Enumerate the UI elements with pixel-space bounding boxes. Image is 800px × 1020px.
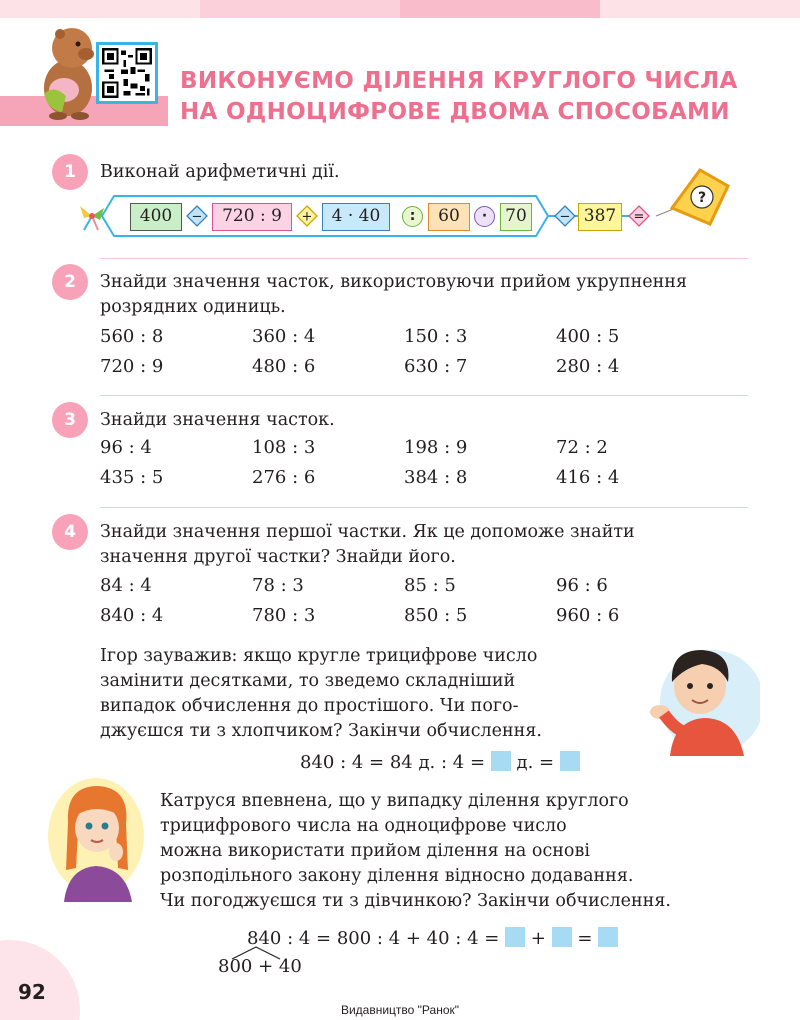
expression-grid (100, 433, 708, 493)
section-divider (100, 507, 748, 508)
task-number-badge: 4 (52, 514, 88, 550)
chain-value: 400 (130, 203, 182, 231)
paragraph-line: Катруся впевнена, що у випадку ділення круглого (160, 791, 629, 811)
equation-text: 840 : 4 = 84 д. : 4 = (300, 752, 491, 773)
expression-grid (100, 571, 708, 631)
answer-blank[interactable] (505, 927, 525, 947)
task-number-badge: 3 (52, 402, 88, 438)
task-text (100, 520, 635, 570)
equation-text: 840 : 4 = 800 : 4 + 40 : 4 = (247, 928, 506, 949)
expression: 360 : 4 (252, 326, 316, 347)
expression: 96 : 6 (556, 575, 608, 596)
expression: 72 : 2 (556, 437, 608, 458)
chain-value: 387 (578, 203, 622, 231)
expression: 560 : 8 (100, 326, 164, 347)
operation-chain (78, 186, 758, 246)
expression: 400 : 5 (556, 326, 620, 347)
svg-text:+: + (301, 209, 313, 225)
expression: 850 : 5 (404, 605, 468, 626)
expression: 840 : 4 (100, 605, 164, 626)
grid-row (100, 463, 708, 493)
divide-operator: : (402, 206, 423, 227)
grid-row (100, 322, 708, 352)
grid-row (100, 352, 708, 382)
expression-grid (100, 322, 708, 382)
title-line: НА ОДНОЦИФРОВЕ ДВОМА СПОСОБАМИ (180, 99, 730, 125)
expression: 78 : 3 (252, 575, 304, 596)
expression: 198 : 9 (404, 437, 468, 458)
katrusia-equation (247, 926, 618, 952)
expression: 85 : 5 (404, 575, 456, 596)
top-bar-segment (200, 0, 400, 18)
expression: 435 : 5 (100, 467, 164, 488)
expression: 84 : 4 (100, 575, 152, 596)
task-number-badge: 2 (52, 264, 88, 300)
multiply-operator: · (474, 206, 495, 227)
paragraph-line: джуєшся ти з хлопчиком? Закінчи обчислення. (100, 721, 542, 741)
page-title (180, 66, 738, 128)
expression: 96 : 4 (100, 437, 152, 458)
top-bar-segment (0, 0, 200, 18)
grid-row (100, 571, 708, 601)
svg-text:−: − (191, 209, 203, 225)
svg-text:=: = (633, 209, 645, 225)
section-divider (100, 258, 748, 259)
equation-text: д. = (510, 752, 560, 773)
equals-operator (628, 205, 650, 227)
expression: 384 : 8 (404, 467, 468, 488)
task-line: Знайди значення першої частки. Як це допоможе знайти (100, 522, 635, 542)
expression: 960 : 6 (556, 605, 620, 626)
answer-blank[interactable] (560, 751, 580, 771)
paragraph-line: випадок обчислення до простішого. Чи пого- (100, 696, 519, 716)
expression: 720 : 9 (100, 356, 164, 377)
minus-operator (186, 205, 208, 227)
svg-text:−: − (559, 209, 571, 225)
top-bar-segment (400, 0, 600, 18)
top-color-bar (0, 0, 800, 18)
expression: 416 : 4 (556, 467, 620, 488)
task-text: Виконай арифметичні дії. (100, 162, 340, 182)
grid-row (100, 433, 708, 463)
equation-text: = (571, 928, 599, 949)
paragraph-line: Чи погоджуєшся ти з дівчинкою? Закінчи обчислення. (160, 891, 671, 911)
chain-value: 70 (500, 203, 532, 231)
svg-text:?: ? (697, 190, 707, 206)
task-text (100, 270, 687, 320)
expression: 780 : 3 (252, 605, 316, 626)
top-bar-segment (600, 0, 800, 18)
task-number-badge: 1 (52, 154, 88, 190)
expression: 630 : 7 (404, 356, 468, 377)
boy-illustration (640, 628, 760, 756)
number-split: 800 + 40 (218, 956, 302, 977)
igor-equation (300, 750, 580, 776)
girl-illustration (44, 772, 148, 902)
chain-value: 720 : 9 (212, 203, 292, 231)
kite-icon (654, 168, 730, 232)
title-line: ВИКОНУЄМО ДІЛЕННЯ КРУГЛОГО ЧИСЛА (180, 68, 738, 94)
task-line: Знайди значення часток, використовуючи прийом укрупнення (100, 272, 687, 292)
qr-code-icon[interactable] (96, 42, 158, 104)
plus-operator (296, 205, 318, 227)
bow-icon (78, 200, 108, 232)
igor-paragraph (100, 644, 542, 744)
answer-blank[interactable] (491, 751, 511, 771)
expression: 150 : 3 (404, 326, 468, 347)
expression: 108 : 3 (252, 437, 316, 458)
minus-operator (554, 205, 576, 227)
task-text: Знайди значення часток. (100, 410, 335, 430)
page-number: 92 (18, 980, 46, 1004)
answer-blank[interactable] (552, 927, 572, 947)
expression: 276 : 6 (252, 467, 316, 488)
expression: 280 : 4 (556, 356, 620, 377)
answer-blank[interactable] (598, 927, 618, 947)
publisher-label: Видавництво "Ранок" (340, 1003, 460, 1017)
katrusia-paragraph (160, 789, 671, 914)
capybara-mascot-icon (38, 24, 100, 120)
paragraph-line: трицифрового числа на одноцифрове число (160, 816, 567, 836)
paragraph-line: замінити десятками, то зведемо складніший (100, 671, 516, 691)
paragraph-line: Ігор зауважив: якщо кругле трицифрове число (100, 646, 538, 666)
task-line: розрядних одиниць. (100, 297, 286, 317)
chain-value: 60 (428, 203, 470, 231)
paragraph-line: розподільного закону ділення відносно додавання. (160, 866, 634, 886)
section-divider (100, 395, 748, 396)
expression: 480 : 6 (252, 356, 316, 377)
paragraph-line: можна використати прийом ділення на основі (160, 841, 590, 861)
chain-value: 4 · 40 (322, 203, 390, 231)
task-line: значення другої частки? Знайди його. (100, 547, 456, 567)
grid-row (100, 601, 708, 631)
equation-text: + (525, 928, 552, 949)
